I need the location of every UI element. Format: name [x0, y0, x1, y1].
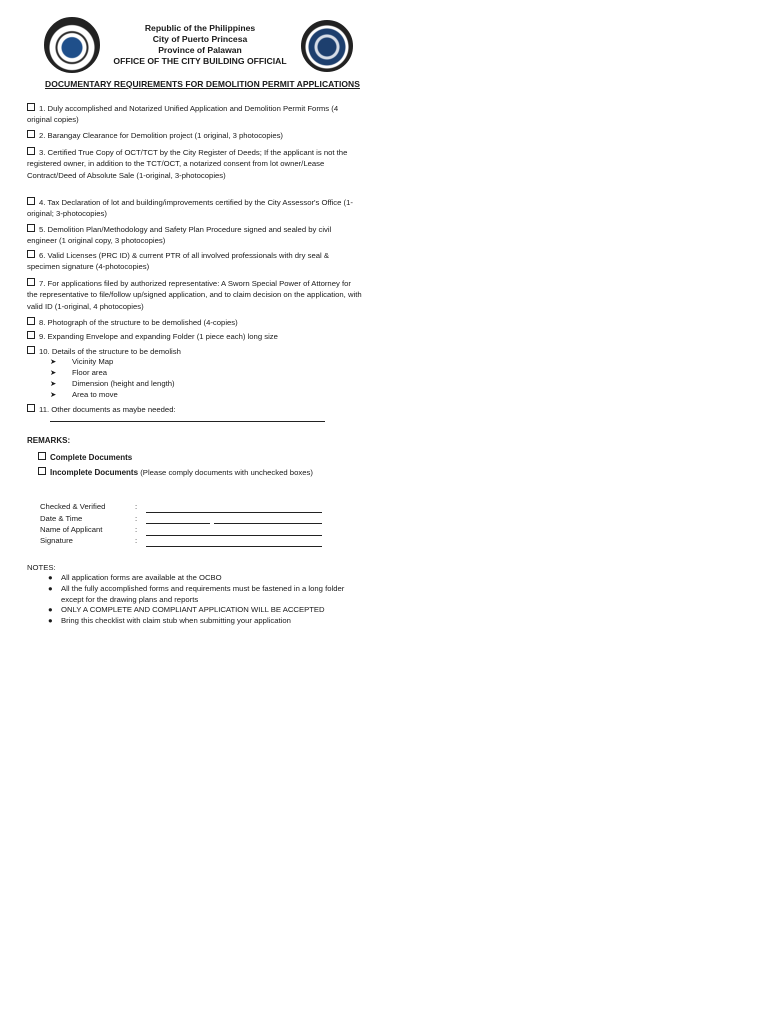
checkbox[interactable]	[27, 103, 35, 111]
bullet-icon: ●	[48, 616, 53, 625]
requirement-text: 6. Valid Licenses (PRC ID) & current PTR of all involved professionals with dry seal & specimen signature (4-photocopies)	[27, 251, 329, 272]
requirement-text: 8. Photograph of the structure to be demolished (4-copies)	[39, 318, 238, 327]
requirement-item-10	[27, 346, 363, 357]
checkbox[interactable]	[27, 130, 35, 138]
note-text: All the fully accomplished forms and requirements must be fastened in a long folder except for the drawing plans and reports	[61, 584, 345, 604]
note-text: ONLY A COMPLETE AND COMPLIANT APPLICATION WILL BE ACCEPTED	[61, 605, 325, 614]
sub-item-text: Floor area	[72, 368, 108, 377]
sub-item-text: Area to move	[72, 390, 118, 399]
signature-line[interactable]	[146, 546, 322, 547]
remark-complete-label: Complete Documents	[50, 453, 133, 462]
checkbox[interactable]	[27, 317, 35, 325]
requirement-item-1	[27, 103, 363, 126]
field-label: Signature	[40, 536, 73, 545]
checkbox[interactable]	[38, 467, 46, 475]
note-item	[48, 584, 358, 605]
remarks-heading: REMARKS:	[27, 436, 71, 445]
requirement-item-11	[27, 404, 363, 415]
field-label: Name of Applicant	[40, 525, 103, 534]
checkbox[interactable]	[27, 404, 35, 412]
city-seal-logo	[44, 17, 100, 73]
field-label: Checked & Verified	[40, 502, 106, 511]
header-line-city: City of Puerto Princesa	[152, 34, 248, 44]
remark-incomplete-label: Incomplete Documents	[50, 468, 139, 477]
requirement-item-9	[27, 331, 363, 342]
note-text: Bring this checklist with claim stub when submitting your application	[61, 616, 291, 625]
requirement-item-8	[27, 317, 363, 328]
requirement-text: 2. Barangay Clearance for Demolition project (1 original, 3 photocopies)	[39, 131, 283, 140]
document-title: DOCUMENTARY REQUIREMENTS FOR DEMOLITION PERMIT APPLICATIONS	[45, 79, 360, 89]
bullet-icon: ●	[48, 584, 53, 593]
checked-verified-line[interactable]	[146, 512, 322, 513]
requirement-text: 1. Duly accomplished and Notarized Unified Application and Demolition Permit Forms (4 original copies)	[27, 104, 339, 125]
arrow-bullet-icon: ➤	[50, 368, 57, 377]
header-line-republic: Republic of the Philippines	[144, 23, 256, 33]
sub-item	[50, 379, 175, 390]
note-item	[48, 605, 358, 616]
colon: :	[135, 525, 138, 534]
checkbox[interactable]	[27, 346, 35, 354]
sub-item-text: Dimension (height and length)	[72, 379, 175, 388]
note-item	[48, 573, 358, 584]
checkbox[interactable]	[38, 452, 46, 460]
time-line[interactable]	[214, 523, 322, 524]
sub-item	[50, 390, 118, 401]
colon: :	[135, 502, 138, 511]
requirement-item-3	[27, 147, 363, 181]
bullet-icon: ●	[48, 573, 53, 582]
bullet-icon: ●	[48, 605, 53, 614]
requirement-text: 5. Demolition Plan/Methodology and Safety Plan Procedure signed and sealed by civil engineer (1 original copy, 3 photocopies)	[27, 225, 332, 246]
office-seal-logo	[301, 20, 353, 72]
requirement-item-2	[27, 130, 363, 141]
requirement-text: 4. Tax Declaration of lot and building/improvements certified by the City Assessor's Office (1-original; 3-photocopies)	[27, 198, 353, 219]
notes-heading: NOTES:	[27, 563, 56, 572]
fill-in-line[interactable]	[50, 421, 325, 422]
sub-item	[50, 357, 113, 368]
note-text: All application forms are available at the OCBO	[61, 573, 222, 582]
checkbox[interactable]	[27, 147, 35, 155]
requirement-text: 3. Certified True Copy of OCT/TCT by the City Register of Deeds; If the applicant is not the registered owner, in addition to the TCT/OCT, a notarized consent from lot owner/Lease Contract/Deed of Absolute Sale (1-original, 3-photocopies)	[27, 148, 348, 180]
checkbox[interactable]	[27, 278, 35, 286]
requirement-text: 9. Expanding Envelope and expanding Folder (1 piece each) long size	[39, 332, 278, 341]
checkbox[interactable]	[27, 197, 35, 205]
requirement-text: 7. For applications filed by authorized representative: A Sworn Special Power of Attorney for the representative to file/follow up/signed application, and to claim decision on the application, with valid ID (1-original, 4 photocopies)	[27, 279, 362, 311]
checkbox[interactable]	[27, 331, 35, 339]
requirement-item-4	[27, 197, 363, 220]
checkbox[interactable]	[27, 224, 35, 232]
remark-incomplete	[38, 467, 313, 477]
date-line[interactable]	[146, 523, 210, 524]
header-line-office: OFFICE OF THE CITY BUILDING OFFICIAL	[113, 56, 287, 66]
sub-item-text: Vicinity Map	[72, 357, 114, 366]
requirement-text: 10. Details of the structure to be demolish	[39, 347, 181, 356]
requirement-text: 11. Other documents as maybe needed:	[39, 405, 176, 414]
arrow-bullet-icon: ➤	[50, 379, 57, 388]
remark-complete	[38, 452, 132, 462]
field-label: Date & Time	[40, 514, 83, 523]
checkbox[interactable]	[27, 250, 35, 258]
requirement-item-6	[27, 250, 363, 273]
note-item	[48, 616, 358, 627]
letterhead	[100, 23, 300, 67]
colon: :	[135, 536, 138, 545]
arrow-bullet-icon: ➤	[50, 357, 57, 366]
header-line-province: Province of Palawan	[158, 45, 242, 55]
requirement-item-7	[27, 278, 363, 312]
applicant-name-line[interactable]	[146, 535, 322, 536]
remark-incomplete-note: (Please comply documents with unchecked boxes)	[140, 468, 313, 477]
sub-item	[50, 368, 107, 379]
arrow-bullet-icon: ➤	[50, 390, 57, 399]
requirement-item-5	[27, 224, 363, 247]
colon: :	[135, 514, 138, 523]
